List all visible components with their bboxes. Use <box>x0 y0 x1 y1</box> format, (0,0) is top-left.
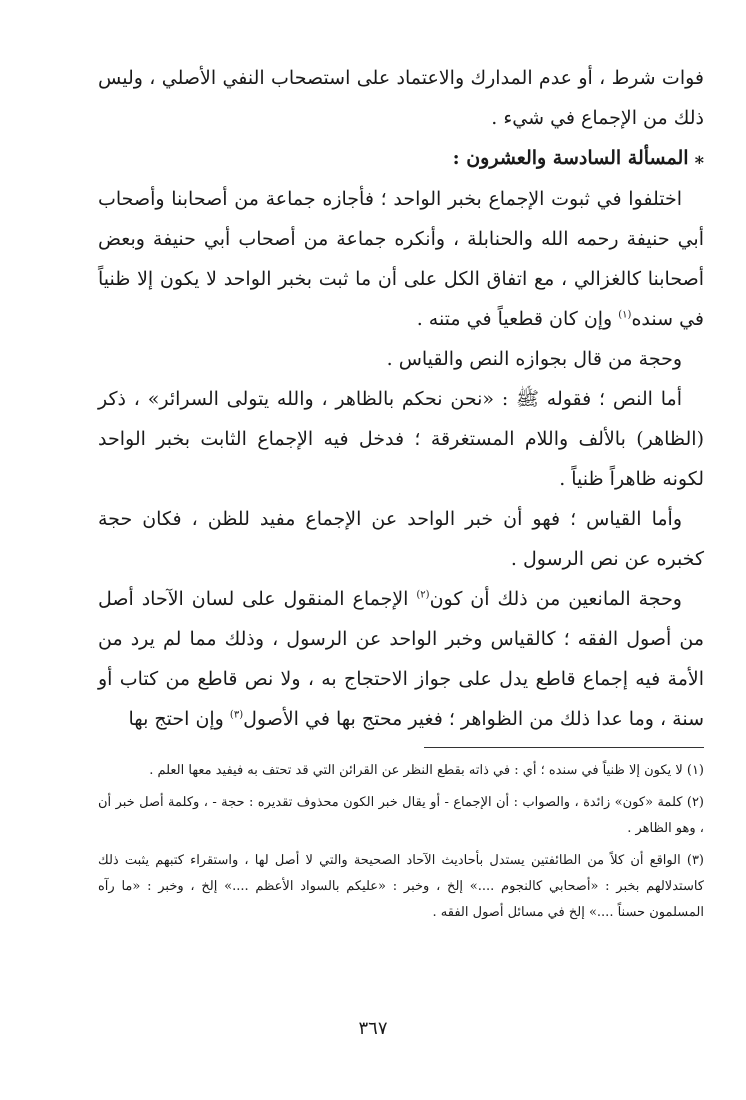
page-content <box>98 58 704 932</box>
footnote-divider <box>424 747 704 748</box>
footnote-3: (٣) الواقع أن كلاً من الطائفتين يستدل بأحاديث الآحاد الصحيحة والتي لا أصل لها ، واستقراء كتبهم يثبت ذلك كاستدلالهم بخبر : «أصحابي كالنجوم ....» إلخ ، وخبر : «عليكم بالسواد الأعظم ....» إلخ ، وخبر : «ما رآه المسلمون حسناً ....» إلخ في مسائل أصول الفقه . <box>98 853 704 920</box>
paragraph-text-proof: أما النص ؛ فقوله ﷺ : «نحن نحكم بالظاهر ، والله يتولى السرائر» ، ذكر (الظاهر) بالألف واللام المستغرقة ؛ فدخل فيه الإجماع الثابت بخبر الواحد لكونه ظاهراً ظنياً . <box>98 388 704 490</box>
main-text <box>98 58 704 739</box>
footnote-ref-3: (٣) <box>229 709 244 721</box>
paragraph-intro: فوات شرط ، أو عدم المدارك والاعتماد على استصحاب النفي الأصلي ، وليس ذلك من الإجماع في شيء . <box>98 67 704 129</box>
paragraph-proof-permitters: وحجة من قال بجوازه النص والقياس . <box>386 348 682 370</box>
footnote-ref-2: (٢) <box>416 589 430 601</box>
footnotes <box>98 758 704 926</box>
paragraph-disagreement: اختلفوا في ثبوت الإجماع بخبر الواحد ؛ فأجازه جماعة من أصحابنا وأصحاب أبي حنيفة رحمه الله والحنابلة ، وأنكره جماعة من أصحاب أبي حنيفة وبعض أصحابنا كالغزالي ، مع اتفاق الكل على أن ما ثبت بخبر الواحد لا يكون إلا ظنياً في سنده$^{(١)}$ وإن كان قطعياً في متنه . <box>98 188 704 330</box>
heading-text: المسألة السادسة والعشرون : <box>452 147 689 169</box>
paragraph-preventers-proof: وحجة المانعين من ذلك أن كون$^{(٢)}$ الإجماع المنقول على لسان الآحاد أصل من أصول الفقه ؛ كالقياس وخبر الواحد عن الرسول ، وذلك مما لم يرد من الأمة فيه إجماع قاطع يدل على جواز الاحتجاج به ، ولا نص قاطع من كتاب أو سنة ، وما عدا ذلك من الظواهر ؛ فغير محتج بها في الأصول$^{(٣)}$ وإن احتج بها <box>98 588 704 730</box>
paragraph-analogy-proof: وأما القياس ؛ فهو أن خبر الواحد عن الإجماع مفيد للظن ، فكان حجة كخبره عن نص الرسول . <box>98 508 704 570</box>
section-heading <box>98 138 704 179</box>
page-number: ٣٦٧ <box>358 1018 388 1039</box>
footnote-1: (١) لا يكون إلا ظنياً في سنده ؛ أي : في ذاته بقطع النظر عن القرائن التي قد تحتف به فيفيد معها العلم . <box>149 763 704 778</box>
footnote-2: (٢) كلمة «كون» زائدة ، والصواب : أن الإجماع - أو يقال خبر الكون محذوف تقديره : حجة - ، وكلمة أصل خبر أن ، وهو الظاهر . <box>98 795 704 836</box>
asterisk-icon: ⁎ <box>694 148 704 169</box>
footnote-ref-1: (١) <box>618 309 632 321</box>
